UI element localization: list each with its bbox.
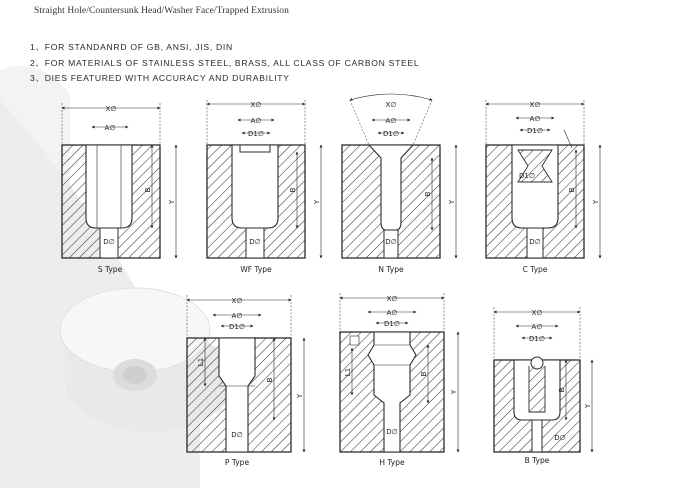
die-b <box>494 307 592 465</box>
die-bore <box>532 420 542 452</box>
die-bore <box>86 145 132 228</box>
label-d: D∅ <box>554 434 566 442</box>
label-y: Y <box>448 199 456 205</box>
label-l1: L1 <box>197 357 205 367</box>
die-wf <box>207 100 321 274</box>
type-label: B Type <box>524 456 550 465</box>
label-x: X∅ <box>250 101 262 109</box>
label-d1: D1∅ <box>384 320 400 328</box>
label-a: A∅ <box>386 309 398 317</box>
ext-line <box>413 100 432 145</box>
label-x: X∅ <box>529 101 541 109</box>
note-item: 2、FOR MATERIALS OF STAINLESS STEEL, BRASS, ALL CLASS OF CARBON STEEL <box>30 57 420 68</box>
label-d1: D1∅ <box>383 130 399 138</box>
note-item: 3、DIES FEATURED WITH ACCURACY AND DURABILITY <box>30 73 290 83</box>
label-y: Y <box>450 389 458 395</box>
label-b: B <box>424 191 432 197</box>
label-d: D∅ <box>385 238 397 246</box>
die-bore <box>232 145 278 228</box>
trapped-insert <box>529 366 545 412</box>
label-d1: D1∅ <box>529 335 545 343</box>
page-title: Straight Hole/Countersunk Head/Washer Face/Trapped Extrusion <box>34 6 290 16</box>
type-label: H Type <box>379 458 405 467</box>
label-d1: D1∅ <box>229 323 245 331</box>
label-y: Y <box>296 393 304 399</box>
type-label: P Type <box>224 458 250 467</box>
label-b: B <box>558 387 566 393</box>
detail-box <box>350 336 359 345</box>
ext-line <box>350 100 369 145</box>
die-h <box>340 293 458 467</box>
label-y: Y <box>313 199 321 205</box>
label-x: X∅ <box>386 295 398 303</box>
label-y: Y <box>592 199 600 205</box>
label-d: D∅ <box>231 431 243 439</box>
label-b: B <box>266 377 274 383</box>
label-a: A∅ <box>531 323 543 331</box>
label-b: B <box>420 371 428 377</box>
label-d1-inner: D1∅ <box>519 172 535 180</box>
label-a: A∅ <box>529 115 541 123</box>
label-a: A∅ <box>250 117 262 125</box>
note-item: 1、FOR STANDANRD OF GB, ANSI, JIS, DIN <box>30 42 233 52</box>
dim-angle <box>350 94 432 100</box>
label-y: Y <box>168 199 176 205</box>
label-x: X∅ <box>385 101 397 109</box>
label-x: X∅ <box>231 297 243 305</box>
die-n <box>342 94 456 274</box>
label-d: D∅ <box>529 238 541 246</box>
label-d: D∅ <box>386 428 398 436</box>
label-a: A∅ <box>104 124 116 132</box>
label-d1: D1∅ <box>527 127 543 135</box>
type-label: WF Type <box>240 265 272 274</box>
label-b: B <box>144 187 152 193</box>
label-b: B <box>568 187 576 193</box>
label-d: D∅ <box>103 238 115 246</box>
die-s <box>62 103 176 274</box>
type-label: S Type <box>97 265 123 274</box>
label-d1: D1∅ <box>248 130 264 138</box>
label-l1: L1 <box>344 367 352 377</box>
type-label: C Type <box>522 265 548 274</box>
die-c <box>486 100 600 274</box>
label-y: Y <box>584 403 592 409</box>
washer-face <box>240 145 270 152</box>
label-b: B <box>289 187 297 193</box>
label-x: X∅ <box>531 309 543 317</box>
label-x: X∅ <box>105 105 117 113</box>
label-a: A∅ <box>231 312 243 320</box>
label-a: A∅ <box>385 117 397 125</box>
die-p <box>187 295 304 467</box>
label-d: D∅ <box>249 238 261 246</box>
type-label: N Type <box>378 265 404 274</box>
